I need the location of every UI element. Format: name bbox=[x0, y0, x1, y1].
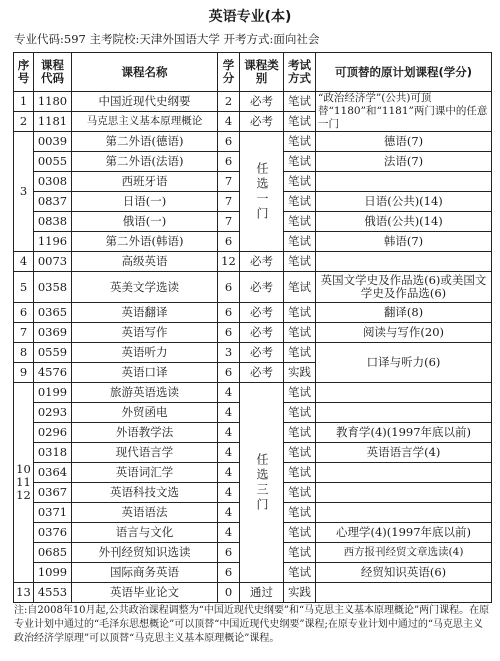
cell-replacement: 俄语(公共)(14) bbox=[316, 212, 492, 232]
cell-credit: 4 bbox=[218, 443, 240, 463]
cell-code: 0073 bbox=[34, 252, 72, 272]
cell-name: 英语词汇学 bbox=[72, 463, 218, 483]
cell-no: 8 bbox=[14, 343, 34, 363]
cell-replacement: 德语(7) bbox=[316, 132, 492, 152]
table-row bbox=[14, 383, 492, 403]
cell-code: 0199 bbox=[34, 383, 72, 403]
footnote: 注:自2008年10月起,公共政治课程调整为“中国近现代史纲要”和“马克思主义基本原理概论”两门课程。在原专业计划中通过的“毛泽东思想概论”可以顶替“中国近现代史纲要”课程;在原专业计划中通过的“马克思主义政治经济学原理”可以顶替“马克思主义基本原理概论”课程。 bbox=[14, 605, 490, 644]
cell-credit: 6 bbox=[218, 152, 240, 172]
cell-code: 1180 bbox=[34, 92, 72, 112]
cell-name: 英语语法 bbox=[72, 503, 218, 523]
cell-replacement: 韩语(7) bbox=[316, 232, 492, 252]
cell-code: 0358 bbox=[34, 272, 72, 303]
cell-replacement bbox=[316, 383, 492, 403]
cell-name: 英语听力 bbox=[72, 343, 218, 363]
table-row bbox=[14, 323, 492, 343]
cell-exam: 笔试 bbox=[284, 323, 316, 343]
cell-code: 1181 bbox=[34, 112, 72, 132]
cell-replacement: 英语语言学(4) bbox=[316, 443, 492, 463]
cell-name: 英美文学选读 bbox=[72, 272, 218, 303]
cell-credit: 6 bbox=[218, 132, 240, 152]
page-title: 英语专业(本) bbox=[208, 9, 292, 25]
cell-exam: 笔试 bbox=[284, 403, 316, 423]
cell-credit: 4 bbox=[218, 503, 240, 523]
cell-replacement: 教育学(4)(1997年底以前) bbox=[316, 423, 492, 443]
cell-name: 国际商务英语 bbox=[72, 563, 218, 583]
cell-name: 日语(一) bbox=[72, 192, 218, 212]
cell-exam: 笔试 bbox=[284, 152, 316, 172]
table-row bbox=[14, 272, 492, 303]
cell-replacement bbox=[316, 463, 492, 483]
cell-code: 0369 bbox=[34, 323, 72, 343]
cell-code: 0318 bbox=[34, 443, 72, 463]
table-header bbox=[14, 53, 492, 92]
cell-credit: 7 bbox=[218, 192, 240, 212]
cell-exam: 笔试 bbox=[284, 92, 316, 112]
cell-exam: 笔试 bbox=[284, 383, 316, 403]
cell-replacement: 口译与听力(6) bbox=[316, 343, 492, 383]
cell-name: 中国近现代史纲要 bbox=[72, 92, 218, 112]
cell-category: 必考 bbox=[240, 92, 284, 112]
cell-exam: 笔试 bbox=[284, 503, 316, 523]
cell-no: 6 bbox=[14, 303, 34, 323]
cell-exam: 笔试 bbox=[284, 132, 316, 152]
cell-code: 0039 bbox=[34, 132, 72, 152]
cell-credit: 4 bbox=[218, 112, 240, 132]
cell-no: 4 bbox=[14, 252, 34, 272]
cell-code: 0367 bbox=[34, 483, 72, 503]
cell-code: 4576 bbox=[34, 363, 72, 383]
cell-name: 现代语言学 bbox=[72, 443, 218, 463]
cell-credit: 4 bbox=[218, 523, 240, 543]
cell-code: 4553 bbox=[34, 583, 72, 603]
header-credit: 学分 bbox=[218, 53, 240, 92]
cell-category: 通过 bbox=[240, 583, 284, 603]
table-row bbox=[14, 583, 492, 603]
cell-replacement bbox=[316, 503, 492, 523]
cell-code: 0364 bbox=[34, 463, 72, 483]
cell-exam: 实践 bbox=[284, 583, 316, 603]
table-row bbox=[14, 343, 492, 363]
cell-exam: 笔试 bbox=[284, 232, 316, 252]
cell-name: 英语口译 bbox=[72, 363, 218, 383]
cell-no: 5 bbox=[14, 272, 34, 303]
cell-exam: 笔试 bbox=[284, 463, 316, 483]
cell-replacement: 英国文学史及作品选(6)或美国文学史及作品选(6) bbox=[316, 272, 492, 303]
cell-name: 英语翻译 bbox=[72, 303, 218, 323]
cell-name: 英语毕业论文 bbox=[72, 583, 218, 603]
cell-exam: 笔试 bbox=[284, 343, 316, 363]
cell-exam: 笔试 bbox=[284, 523, 316, 543]
cell-name: 英语科技文选 bbox=[72, 483, 218, 503]
cell-name: 第二外语(德语) bbox=[72, 132, 218, 152]
cell-name: 语言与文化 bbox=[72, 523, 218, 543]
cell-credit: 3 bbox=[218, 343, 240, 363]
cell-replacement: 翻译(8) bbox=[316, 303, 492, 323]
cell-name: 俄语(一) bbox=[72, 212, 218, 232]
cell-no: 13 bbox=[14, 583, 34, 603]
cell-credit: 0 bbox=[218, 583, 240, 603]
cell-credit: 7 bbox=[218, 172, 240, 192]
cell-name: 高级英语 bbox=[72, 252, 218, 272]
cell-exam: 笔试 bbox=[284, 172, 316, 192]
cell-exam: 笔试 bbox=[284, 112, 316, 132]
cell-replacement: “政治经济学”(公共)可顶替“1180”和“1181”两门课中的任意一门 bbox=[316, 92, 492, 132]
cell-replacement: 阅读与写作(20) bbox=[316, 323, 492, 343]
cell-exam: 笔试 bbox=[284, 563, 316, 583]
cell-name: 外贸函电 bbox=[72, 403, 218, 423]
cell-credit: 4 bbox=[218, 423, 240, 443]
header-category: 课程类别 bbox=[240, 53, 284, 92]
cell-name: 马克思主义基本原理概论 bbox=[72, 112, 218, 132]
cell-credit: 4 bbox=[218, 383, 240, 403]
cell-category: 任选一门 bbox=[240, 132, 284, 252]
cell-replacement bbox=[316, 483, 492, 503]
course-table bbox=[13, 52, 492, 603]
table-row bbox=[14, 132, 492, 152]
cell-exam: 笔试 bbox=[284, 423, 316, 443]
cell-replacement: 日语(公共)(14) bbox=[316, 192, 492, 212]
table-row bbox=[14, 303, 492, 323]
cell-code: 0837 bbox=[34, 192, 72, 212]
cell-category: 必考 bbox=[240, 252, 284, 272]
cell-code: 0308 bbox=[34, 172, 72, 192]
cell-replacement bbox=[316, 172, 492, 192]
cell-no: 9 bbox=[14, 363, 34, 383]
cell-replacement: 法语(7) bbox=[316, 152, 492, 172]
header-replacement: 可顶替的原计划课程(学分) bbox=[316, 53, 492, 92]
table-row bbox=[14, 92, 492, 112]
cell-exam: 笔试 bbox=[284, 212, 316, 232]
cell-name: 第二外语(法语) bbox=[72, 152, 218, 172]
cell-credit: 12 bbox=[218, 252, 240, 272]
cell-category: 任选三门 bbox=[240, 383, 284, 583]
cell-credit: 6 bbox=[218, 563, 240, 583]
cell-no: 7 bbox=[14, 323, 34, 343]
cell-category: 必考 bbox=[240, 272, 284, 303]
cell-code: 0296 bbox=[34, 423, 72, 443]
cell-category: 必考 bbox=[240, 323, 284, 343]
cell-name: 外刊经贸知识选读 bbox=[72, 543, 218, 563]
cell-no: 1 bbox=[14, 92, 34, 112]
cell-credit: 4 bbox=[218, 403, 240, 423]
table-row bbox=[14, 252, 492, 272]
cell-replacement: 心理学(4)(1997年底以前) bbox=[316, 523, 492, 543]
cell-credit: 6 bbox=[218, 303, 240, 323]
cell-code: 0559 bbox=[34, 343, 72, 363]
cell-name: 西班牙语 bbox=[72, 172, 218, 192]
cell-name: 外语教学法 bbox=[72, 423, 218, 443]
cell-code: 0293 bbox=[34, 403, 72, 423]
cell-name: 英语写作 bbox=[72, 323, 218, 343]
cell-credit: 6 bbox=[218, 363, 240, 383]
cell-credit: 6 bbox=[218, 543, 240, 563]
cell-no: 10 11 12 bbox=[14, 383, 34, 583]
cell-category: 必考 bbox=[240, 343, 284, 363]
cell-exam: 笔试 bbox=[284, 443, 316, 463]
cell-exam: 笔试 bbox=[284, 483, 316, 503]
cell-code: 0055 bbox=[34, 152, 72, 172]
cell-exam: 笔试 bbox=[284, 252, 316, 272]
cell-replacement bbox=[316, 403, 492, 423]
cell-exam: 笔试 bbox=[284, 192, 316, 212]
cell-credit: 4 bbox=[218, 463, 240, 483]
cell-category: 必考 bbox=[240, 112, 284, 132]
cell-replacement bbox=[316, 583, 492, 603]
cell-credit: 2 bbox=[218, 92, 240, 112]
header-code: 课程代码 bbox=[34, 53, 72, 92]
cell-credit: 6 bbox=[218, 232, 240, 252]
cell-category: 必考 bbox=[240, 363, 284, 383]
cell-exam: 笔试 bbox=[284, 272, 316, 303]
cell-name: 第二外语(韩语) bbox=[72, 232, 218, 252]
cell-exam: 笔试 bbox=[284, 543, 316, 563]
header-name: 课程名称 bbox=[72, 53, 218, 92]
cell-exam: 笔试 bbox=[284, 303, 316, 323]
cell-credit: 7 bbox=[218, 212, 240, 232]
cell-replacement: 西方报刊经贸文章选读(4) bbox=[316, 543, 492, 563]
cell-code: 0371 bbox=[34, 503, 72, 523]
cell-code: 0838 bbox=[34, 212, 72, 232]
cell-name: 旅游英语选读 bbox=[72, 383, 218, 403]
cell-credit: 4 bbox=[218, 483, 240, 503]
cell-code: 0376 bbox=[34, 523, 72, 543]
header-no: 序号 bbox=[14, 53, 34, 92]
cell-code: 0365 bbox=[34, 303, 72, 323]
cell-code: 0685 bbox=[34, 543, 72, 563]
cell-replacement bbox=[316, 252, 492, 272]
cell-replacement: 经贸知识英语(6) bbox=[316, 563, 492, 583]
cell-code: 1099 bbox=[34, 563, 72, 583]
cell-no: 3 bbox=[14, 132, 34, 252]
program-meta: 专业代码:597 主考院校:天津外国语大学 开考方式:面向社会 bbox=[14, 32, 320, 46]
cell-no: 2 bbox=[14, 112, 34, 132]
cell-credit: 6 bbox=[218, 272, 240, 303]
cell-exam: 实践 bbox=[284, 363, 316, 383]
cell-category: 必考 bbox=[240, 303, 284, 323]
header-exam: 考试方式 bbox=[284, 53, 316, 92]
cell-code: 1196 bbox=[34, 232, 72, 252]
cell-credit: 6 bbox=[218, 323, 240, 343]
